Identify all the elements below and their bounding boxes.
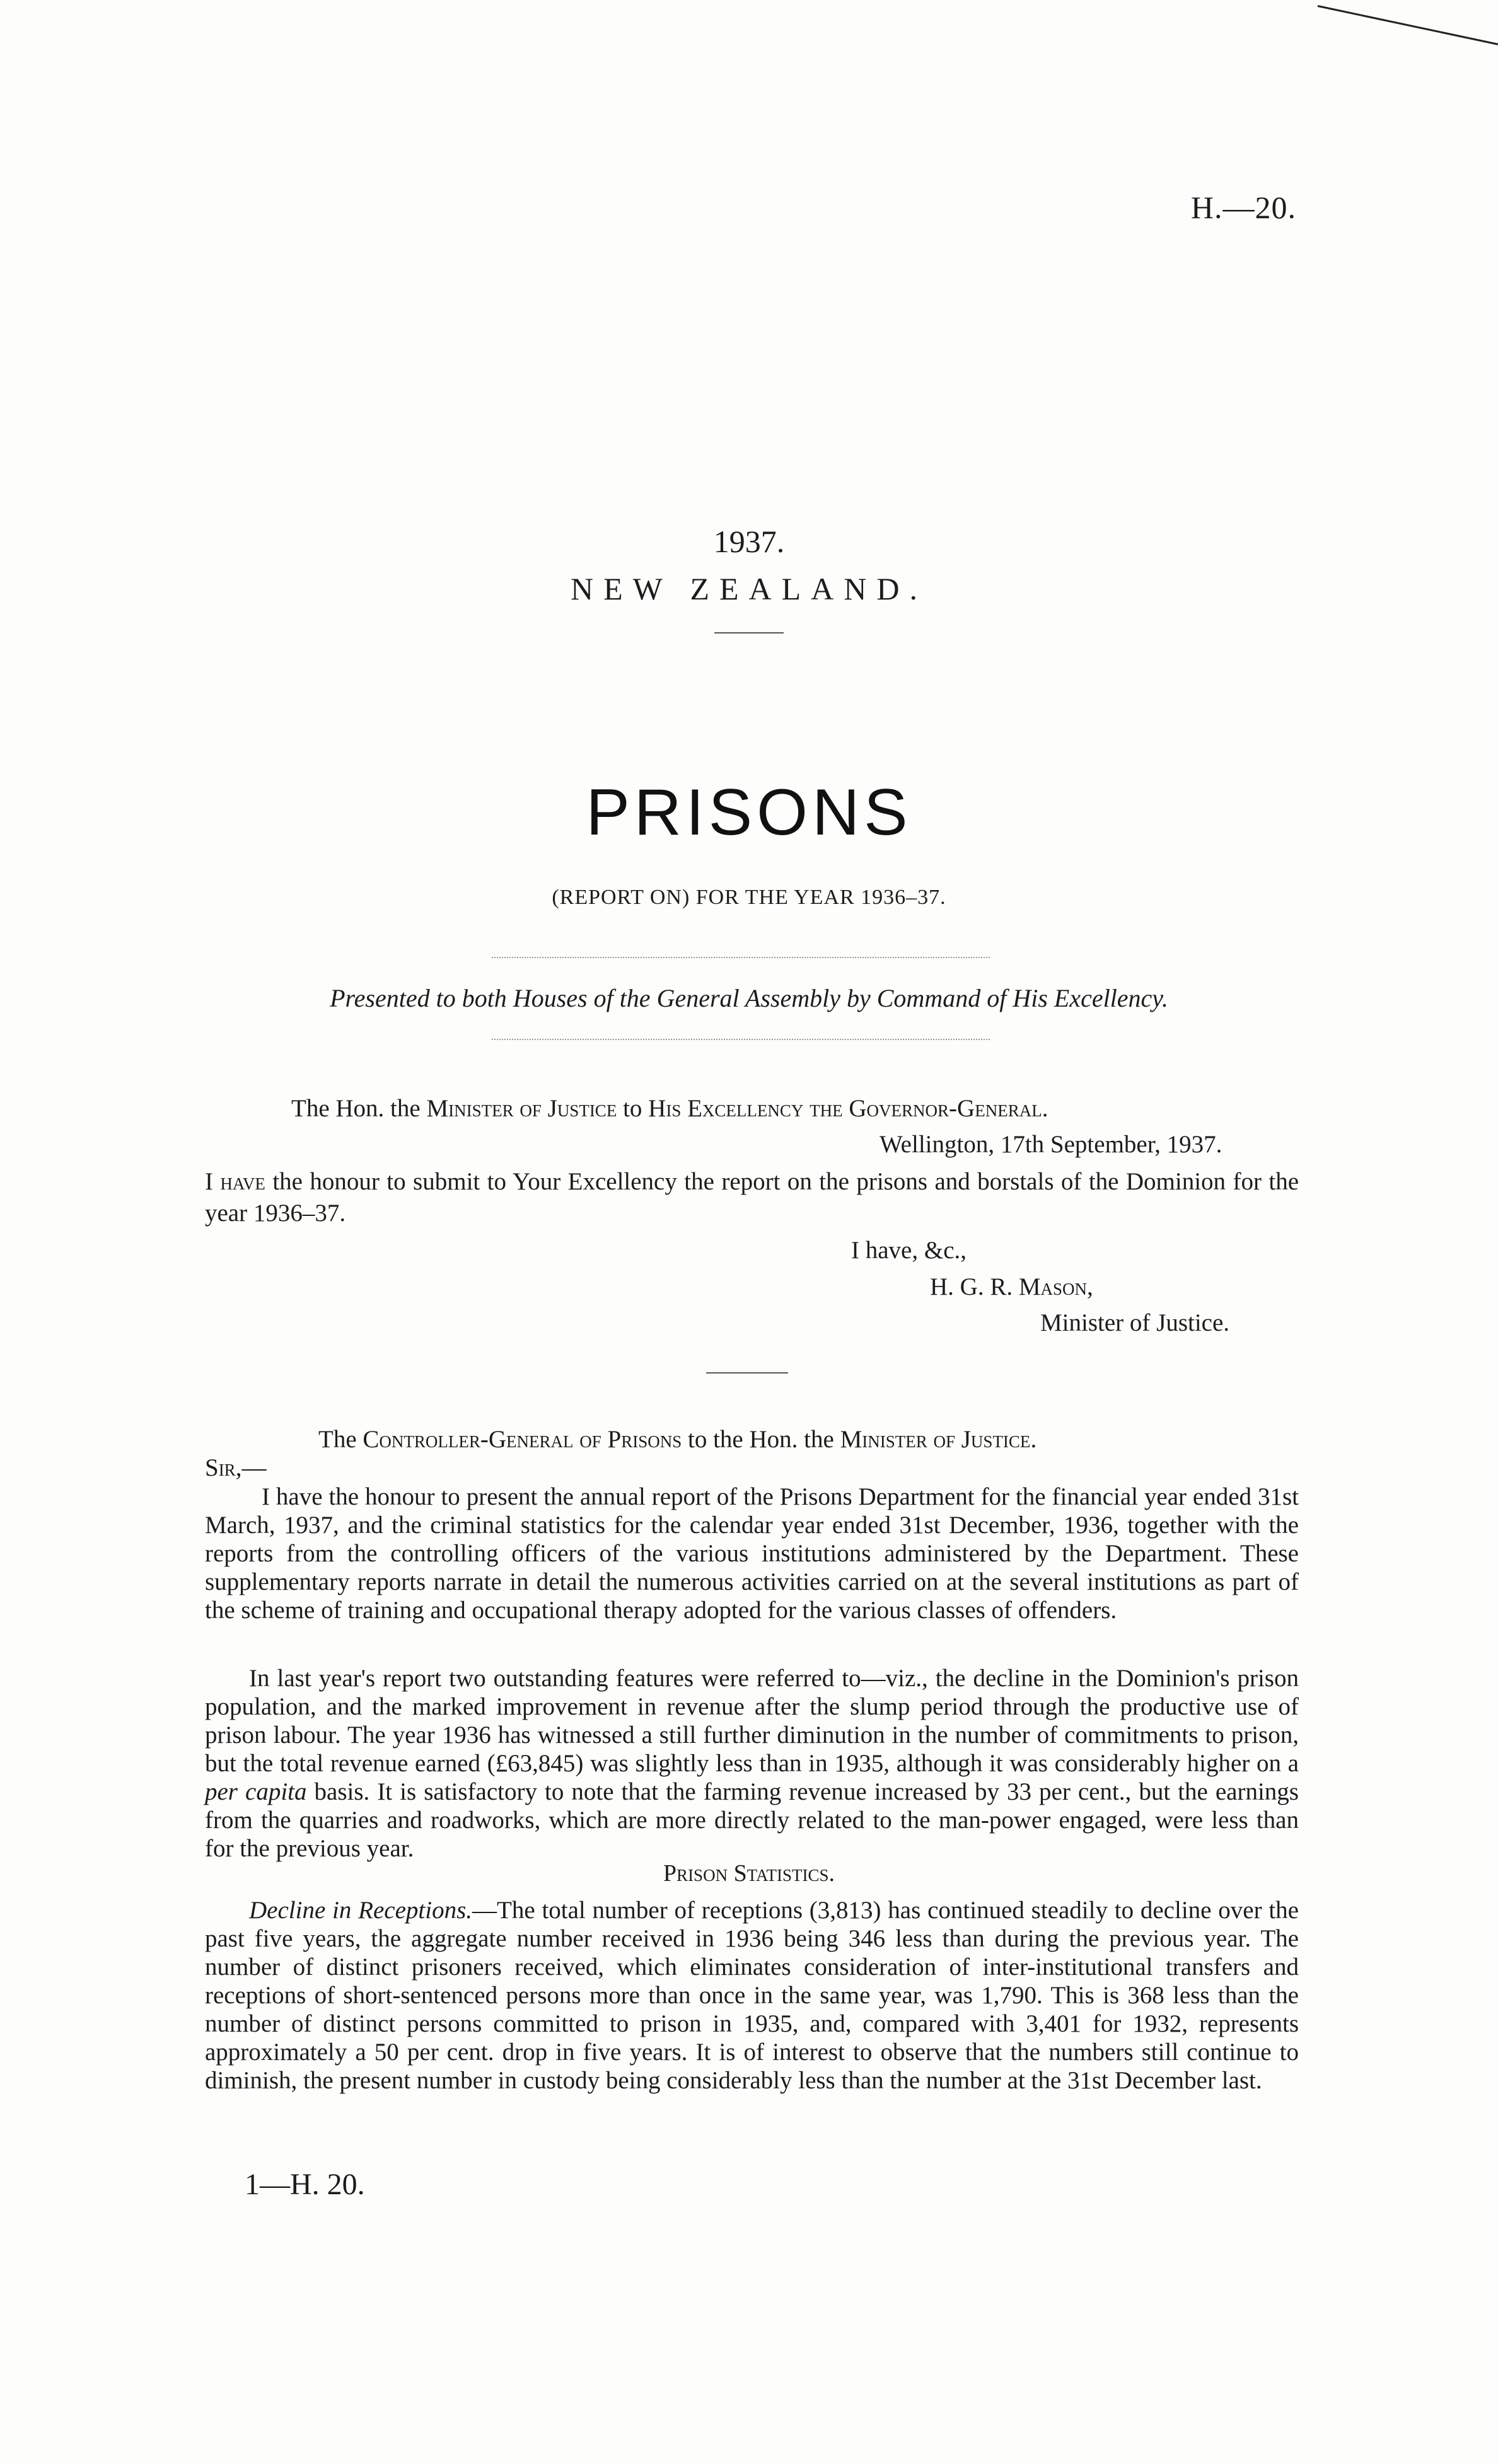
letter2-salutation: The Controller-General of Prisons to the Hon. the Minister of Justice. bbox=[318, 1426, 1037, 1453]
report-paragraph-2: In last year's report two outstanding features were referred to—viz., the decline in the Dominion's prison population, and the marked improvement in revenue after the slump period through the productive use of prison labour. The year 1936 has witnessed a still further diminution in the number of commitments to prison, but the total revenue earned (£63,845) was slightly less than in 1935, although it was considerably higher on a per capita basis. It is satisfactory to note that the farming revenue increased by 33 per cent., but the earnings from the quarries and roadworks, which are more directly related to the man-power engaged, were less than for the previous year. bbox=[205, 1665, 1299, 1862]
letter1-signature-title: Minister of Justice. bbox=[1040, 1309, 1230, 1336]
dotted-rule bbox=[492, 957, 990, 958]
presented-line: Presented to both Houses of the General Assembly by Command of His Excellency. bbox=[330, 984, 1168, 1012]
report-paragraph-3: Decline in Receptions.—The total number of receptions (3,813) has continued steadily to decline over the past five years, the aggregate number received in 1936 being 346 less than during the previous year. The number of distinct prisoners received, which eliminates consideration of inter-institutional transfers and receptions of short-sentenced persons more than once in the same year, was 1,790. This is 368 less than the number of distinct persons committed to prison in 1935, and, compared with 3,401 for 1932, represents approximately a 50 per cent. drop in five years. It is of interest to observe that the numbers still continue to diminish, the present number in custody being considerably less than the number at the 31st December last. bbox=[205, 1897, 1299, 2094]
pen-stroke-mark bbox=[1318, 5, 1498, 46]
dotted-rule bbox=[492, 1039, 990, 1040]
letter1-body: I have the honour to submit to Your Excellency the report on the prisons and borstals of the Dominion for the year 1936–37. bbox=[205, 1168, 1299, 1227]
country-name: NEW ZEALAND. bbox=[571, 571, 927, 606]
section-heading: Prison Statistics. bbox=[663, 1860, 835, 1887]
report-paragraph-1: I have the honour to present the annual report of the Prisons Department for the financial year ended 31st March, 1937, and the criminal statistics for the calendar year ended 31st December, 1936, together with the reports from the controlling officers of the various institutions administered by the Department. These supplementary reports narrate in detail the numerous activities carried on at the several institutions as part of the scheme of training and occupational therapy adopted for the various classes of offenders. bbox=[205, 1483, 1299, 1624]
letter1-signature: H. G. R. Mason, bbox=[930, 1273, 1093, 1300]
divider-rule bbox=[706, 1372, 788, 1374]
report-subtitle: (REPORT ON) FOR THE YEAR 1936–37. bbox=[552, 886, 946, 909]
document-reference: H.—20. bbox=[1190, 190, 1296, 225]
report-title: PRISONS bbox=[586, 776, 912, 849]
signature-mark: 1—H. 20. bbox=[245, 2168, 365, 2201]
letter1-date: Wellington, 17th September, 1937. bbox=[880, 1131, 1222, 1158]
publication-year: 1937. bbox=[713, 524, 785, 559]
divider-rule bbox=[714, 632, 784, 633]
letter2-sir: Sir,— bbox=[205, 1454, 267, 1481]
letter1-closing: I have, &c., bbox=[851, 1237, 967, 1264]
letter1-salutation: The Hon. the Minister of Justice to His Excellency the Governor-General. bbox=[291, 1095, 1048, 1122]
